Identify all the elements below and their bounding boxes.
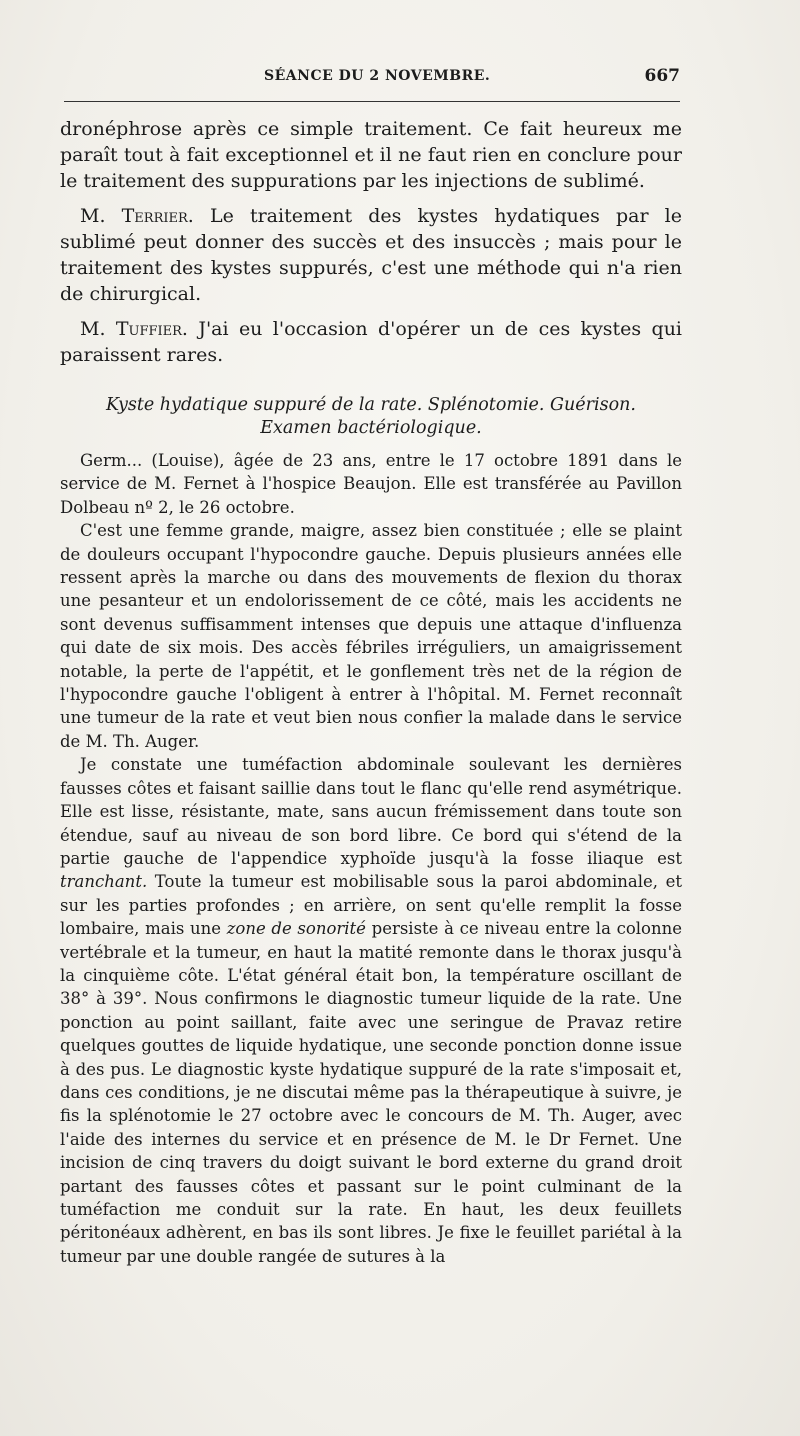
case-examination-text-c: persiste à ce niveau entre la colonne vertébrale et la tumeur, en haut la matité remonte dans le thorax jusqu'à la cinquième côte. L'état général était bon, la température oscillant de 38° à 39°. Nous confirmons le diagnostic tumeur liquide de la rate. Une ponction au point saillant, faite avec une seringue de Pravaz retire quelques gouttes de liquide hydatique, une seconde ponction donne issue à des pus. Le diagnostic kyste hydatique suppuré de la rate s'imposait et, dans ces conditions, je ne discutai même pas la thérapeutique à suivre, je fis la splénotomie le 27 octobre avec le concours de M. Th. Auger, avec l'aide des internes du service et en présence de M. le Dr Fernet. Une incision de cinq travers du doigt suivant le bord externe du grand droit partant des fausses côtes et passant sur le point culminant de la tuméfaction me conduit sur la rate. En haut, les deux feuillets péritonéaux adhèrent, en bas ils sont libres. Je fixe le feuillet pariétal à la tumeur par une double rangée de sutures à la xyxy=(60,919,683,1266)
case-paragraph-examination xyxy=(60,753,682,1268)
running-head: SÉANCE DU 2 NOVEMBRE. xyxy=(264,68,491,84)
case-examination-text-b: Toute la tumeur est mobilisable sous la paroi abdominale, et sur les parties profondes ; en arrière, on sent qu'elle remplit la fosse lombaire, mais une xyxy=(60,872,682,939)
case-examination-text-a: Je constate une tuméfaction abdominale soulevant les dernières fausses côtes et faisant saillie dans tout le flanc qu'elle rend asymétrique. Elle est lisse, résistante, mate, sans aucun frémissement dans toute son étendue, sauf au niveau de son bord libre. Ce bord qui s'étend de la partie gauche de l'appendice xyphoïde jusqu'à la fosse iliaque est xyxy=(60,755,682,868)
case-emphasis-sonorite: zone de sonorité xyxy=(226,919,366,939)
case-emphasis-tranchant: tranchant. xyxy=(60,872,148,892)
tuffier-remark-text: J'ai eu l'occasion d'opérer un de ces kystes qui paraissent rares. xyxy=(60,318,683,366)
speaker-terrier: M. Terrier. xyxy=(80,205,194,227)
header-rule xyxy=(64,101,680,102)
discussion-paragraph-continued: dronéphrose après ce simple traitement. Ce fait heureux me paraît tout à fait exceptionnel et il ne faut rien en conclure pour le traitement des suppurations par les injections de sublimé. xyxy=(60,118,682,192)
page-header xyxy=(64,64,680,96)
terrier-remark-text: Le traitement des kystes hydatiques par le sublimé peut donner des succès et des insuccès ; mais pour le traitement des kystes suppurés, c'est une méthode qui n'a rien de chirurgical. xyxy=(60,205,682,305)
case-paragraph-history: C'est une femme grande, maigre, assez bien constituée ; elle se plaint de douleurs occupant l'hypocondre gauche. Depuis plusieurs années elle ressent après la marche ou dans des mouvements de flexion du thorax une pesanteur et un endolorissement de ce côté, mais les accidents ne sont devenus suffisamment intenses que depuis une attaque d'influenza qui date de six mois. Des accès fébriles irréguliers, un amaigrissement notable, la perte de l'appétit, et le gonflement très net de la région de l'hypocondre gauche l'obligent à entrer à l'hôpital. M. Fernet reconnaît une tumeur de la rate et veut bien nous confier la malade dans le service de M. Th. Auger. xyxy=(60,521,682,751)
speaker-tuffier: M. Tuffier. xyxy=(80,318,188,340)
case-paragraph-admission: Germ... (Louise), âgée de 23 ans, entre le 17 octobre 1891 dans le service de M. Fernet à l'hospice Beaujon. Elle est transférée au Pavillon Dolbeau nº 2, le 26 octobre. xyxy=(60,451,682,517)
tuffier-remark xyxy=(60,316,682,368)
case-title-line-2: Examen bactériologique. xyxy=(260,418,482,438)
case-title-line-1: Kyste hydatique suppuré de la rate. Splénotomie. Guérison. xyxy=(106,395,636,415)
terrier-remark xyxy=(60,203,682,307)
page-number: 667 xyxy=(644,66,680,86)
page-body xyxy=(60,116,682,1268)
